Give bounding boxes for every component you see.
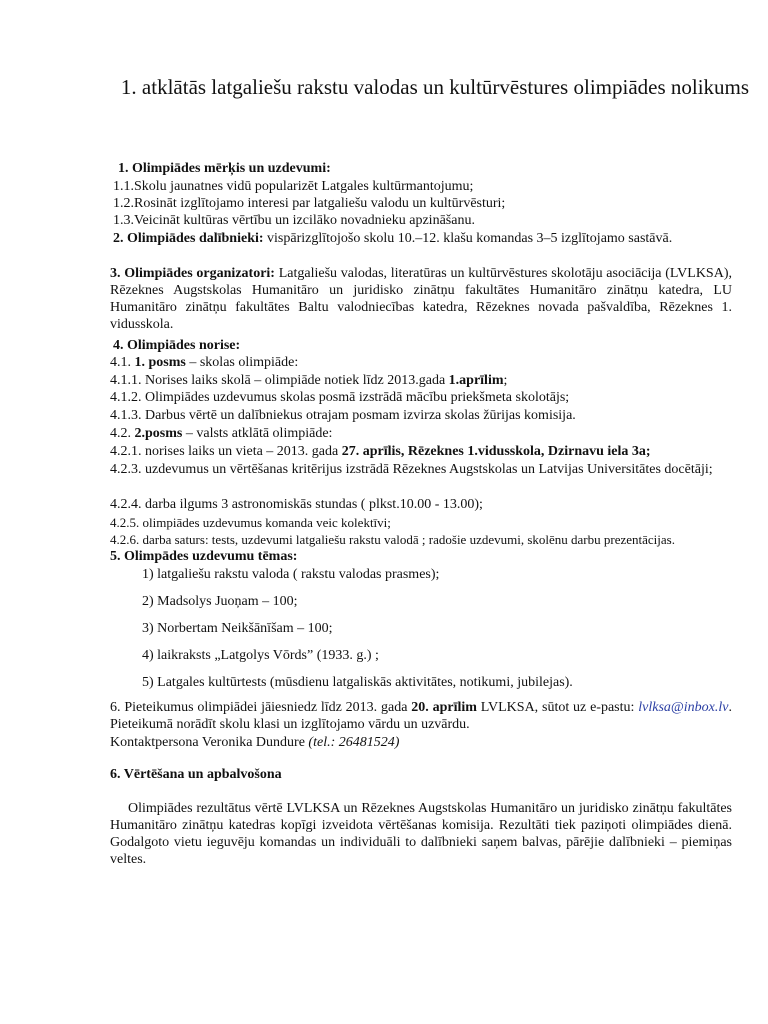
item-text: ; [503, 373, 508, 388]
section-4-2-4: 4.2.4. darba ilgums 3 astronomiskās stundas ( plkst.10.00 - 13.00); [110, 497, 483, 512]
section-4-1-1 [110, 372, 732, 389]
document-title: 1. atklātās latgaliešu rakstu valodas un kultūrvēstures olimpiādes nolikums [120, 75, 750, 99]
section-6-heading: 6. Vērtēšana un apbalvošona [110, 767, 282, 782]
section-2-label: 2. Olimpiādes dalībnieki: [113, 231, 264, 246]
section-1-heading: 1. Olimpiādes mērķis un uzdevumi: [118, 161, 331, 176]
item-text: – valsts atklātā olimpiāde: [182, 426, 333, 441]
item-number: 4.2. [110, 426, 135, 441]
deadline-date: 1.aprīlim [448, 373, 504, 388]
section-4-1-2: 4.1.2. Olimpiādes uzdevumus skolas posmā izstrādā mācību priekšmeta skolotājs; [110, 390, 570, 405]
section-4-2-3: 4.2.3. uzdevumus un vērtēšanas kritērijus izstrādā Rēzeknes Augstskolas un Latvijas Universitātes docētāji; [110, 462, 713, 477]
section-2-paragraph [113, 230, 732, 247]
section-3-paragraph [110, 265, 732, 333]
stage-1-label: 1. posms [134, 355, 186, 370]
item-text: 4.1.1. Norises laiks skolā – olimpiāde notiek līdz 2013.gada [110, 373, 449, 388]
section-4-heading: 4. Olimpiādes norise: [113, 338, 241, 353]
contact-name: Kontaktpersona Veronika Dundure [110, 735, 309, 750]
section-4-2-1 [110, 443, 732, 460]
email-link[interactable]: lvlksa@inbox.lv [638, 700, 729, 715]
section-4-1 [110, 354, 732, 371]
section-6-application [110, 699, 732, 733]
list-item: 3) Norbertam Neikšānīšam – 100; [142, 621, 333, 636]
section-2-text: vispārizglītojošo skolu 10.–12. klašu komandas 3–5 izglītojamo sastāvā. [263, 231, 673, 246]
list-item: 1.3.Veicināt kultūras vērtību un izcilāko novadnieku apzināšanu. [113, 213, 475, 228]
section-4-2 [110, 425, 732, 442]
item-text: 6. Pieteikumus olimpiādei jāiesniedz līdz 2013. gada [110, 700, 412, 715]
list-item: 1.1.Skolu jaunatnes vidū popularizēt Latgales kultūrmantojumu; [113, 179, 474, 194]
list-item: 1) latgaliešu rakstu valoda ( rakstu valodas prasmes); [142, 567, 440, 582]
item-number: 4.1. [110, 355, 135, 370]
stage-2-label: 2.posms [134, 426, 183, 441]
list-item: 5) Latgales kultūrtests (mūsdienu latgaliskās aktivitātes, notikumi, jubilejas). [142, 675, 573, 690]
item-text: – skolas olimpiāde: [185, 355, 299, 370]
application-deadline: 20. aprīlim [411, 700, 477, 715]
list-item: 4) laikraksts „Latgolys Vōrds” (1933. g.) ; [142, 648, 379, 663]
event-date-place: 27. aprīlis, Rēzeknes 1.vidusskola, Dzirnavu iela 3a; [341, 444, 651, 459]
item-text: . Pieteikumā norādīt skolu klasi un izglītojamo vārdu un uzvārdu. [110, 700, 732, 732]
list-item: 1.2.Rosināt izglītojamo interesi par latgaliešu valodu un kultūrvēsturi; [113, 196, 506, 211]
section-3-text: Latgaliešu valodas, literatūras un kultūrvēstures skolotāju asociācija (LVLKSA), Rēzeknes Augstskolas Humanitāro un juridisko zinātņu fakultātes Humanitāro zinātņu katedra, LU Humanitāro zinātņu fakultātes Baltu valodniecības katedra, Rēzeknes novada pašvaldība, Rēzeknes 1. vidusskola. [110, 266, 732, 332]
section-4-2-5: 4.2.5. olimpiādes uzdevumus komanda veic kolektīvi; [110, 515, 391, 530]
list-item: 2) Madsolys Juoņam – 100; [142, 594, 298, 609]
item-text: 4.2.1. norises laiks un vieta – 2013. gada [110, 444, 342, 459]
section-4-1-3: 4.1.3. Darbus vērtē un dalībniekus otrajam posmam izvirza skolas žūrijas komisija. [110, 408, 576, 423]
section-6-paragraph: Olimpiādes rezultātus vērtē LVLKSA un Rēzeknes Augstskolas Humanitāro un juridisko zinātņu fakultātes Humanitāro zinātņu katedras kopīgi izveidota vērtēšanas komisija. Rezultāti tiek paziņoti olimpiādes dienā. Godalgoto vietu ieguvēju komandas un individuāli to dalībnieki saņem balvas, pārējie dalībnieki – piemiņas veltes. [110, 801, 732, 867]
contact-person [110, 734, 732, 751]
section-3-label: 3. Olimpiādes organizatori: [110, 266, 275, 281]
item-text: LVLKSA, sūtot uz e-pastu: [476, 700, 639, 715]
section-5-heading: 5. Olimpādes uzdevumu tēmas: [110, 549, 298, 564]
contact-phone: (tel.: 26481524) [308, 735, 400, 750]
section-4-2-6: 4.2.6. darba saturs: tests, uzdevumi latgaliešu rakstu valodā ; radošie uzdevumi, skolēnu darbu prezentācijas. [110, 532, 675, 547]
